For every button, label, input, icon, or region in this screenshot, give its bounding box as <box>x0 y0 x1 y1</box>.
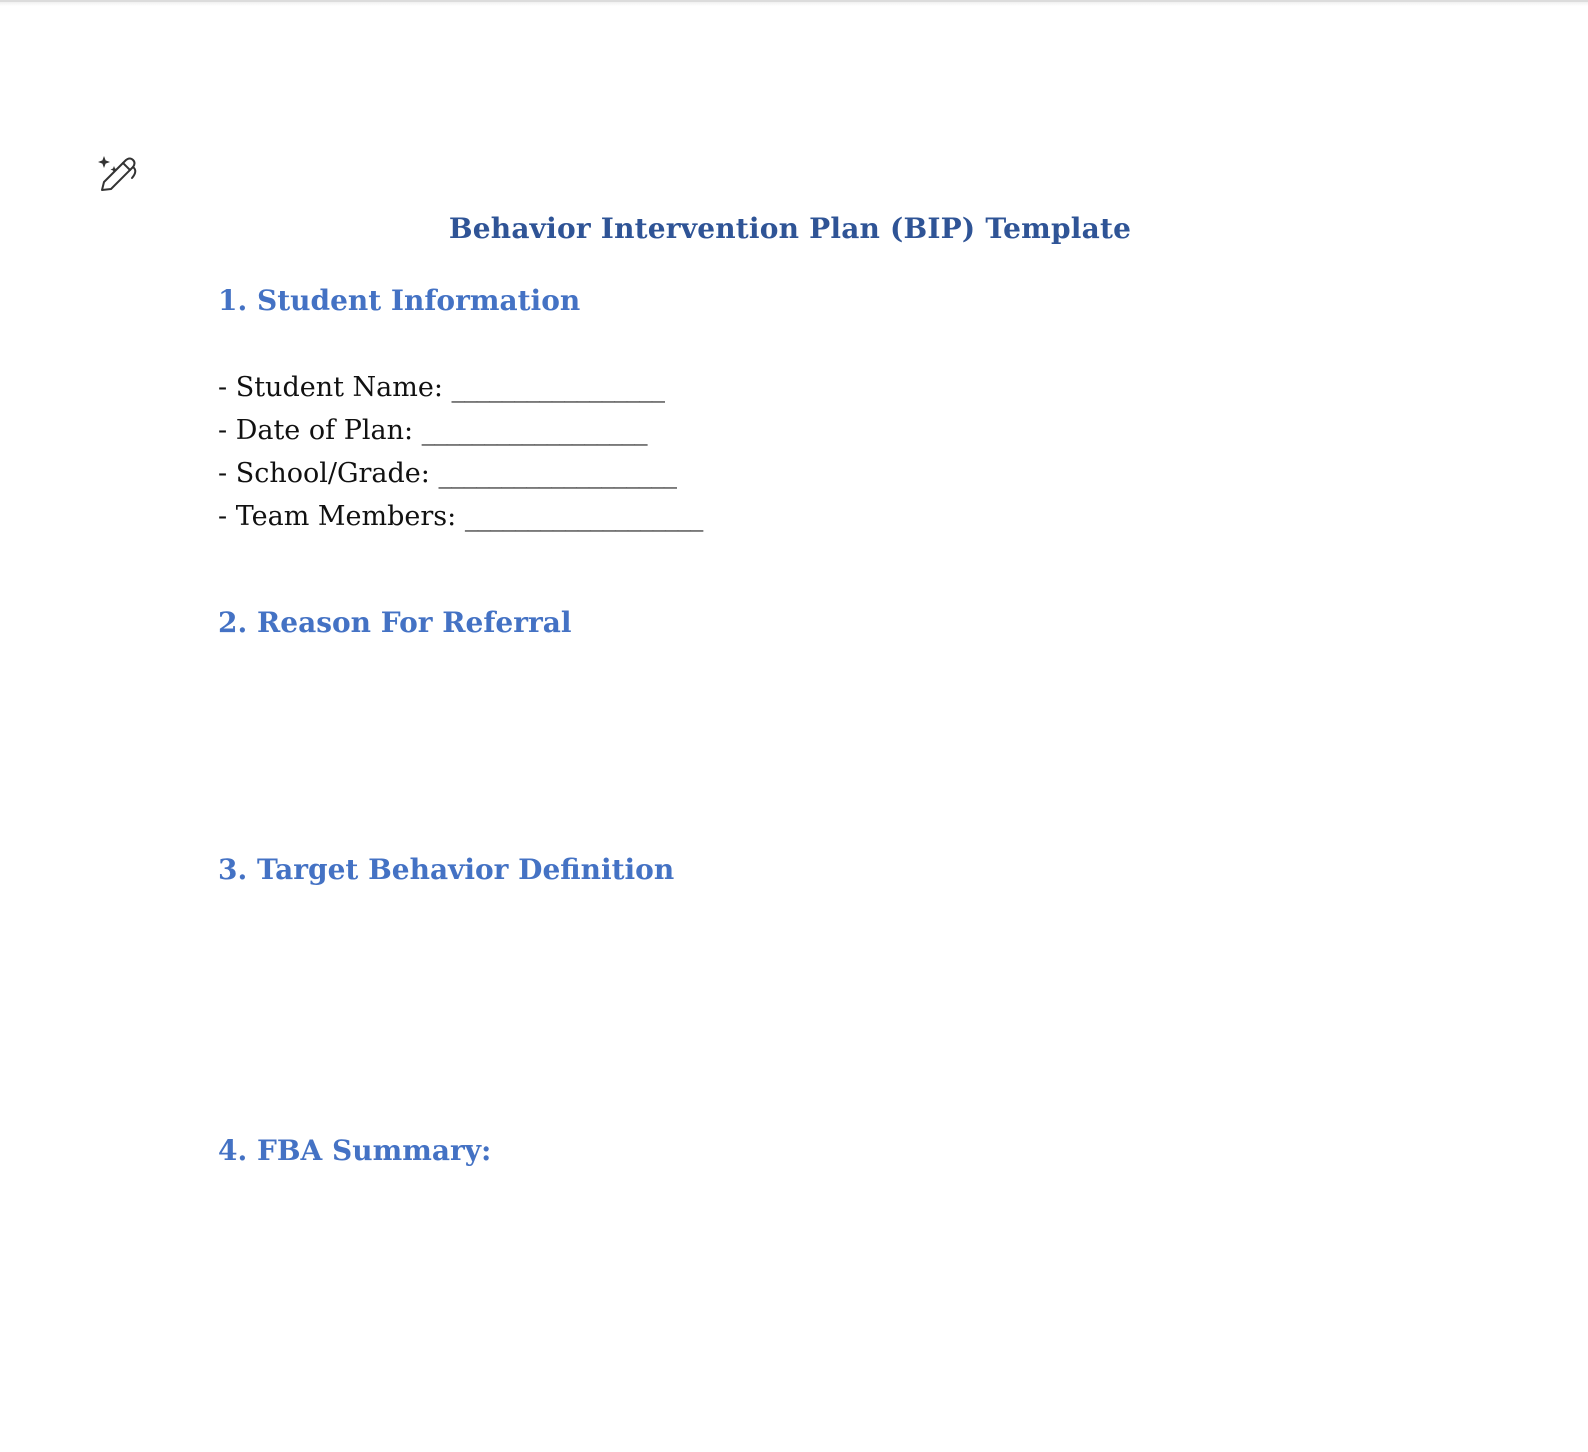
field-blank-school-grade[interactable]: ___________________ <box>438 458 676 489</box>
student-info-fields <box>218 366 702 538</box>
section-heading-reason-for-referral: 2. Reason For Referral <box>218 606 572 639</box>
field-row-date-of-plan[interactable] <box>218 409 702 452</box>
field-label-student-name: - Student Name: <box>218 372 443 403</box>
page-top-shadow <box>0 2 1588 6</box>
field-row-team-members[interactable] <box>218 495 702 538</box>
document-title: Behavior Intervention Plan (BIP) Template <box>448 212 1132 245</box>
field-row-school-grade[interactable] <box>218 452 702 495</box>
field-blank-date-of-plan[interactable]: __________________ <box>421 415 647 446</box>
section-heading-target-behavior-definition: 3. Target Behavior Definition <box>218 853 675 886</box>
field-label-school-grade: - School/Grade: <box>218 458 430 489</box>
field-row-student-name[interactable] <box>218 366 702 409</box>
field-label-team-members: - Team Members: <box>218 501 457 532</box>
field-blank-team-members[interactable]: ___________________ <box>464 501 703 532</box>
field-label-date-of-plan: - Date of Plan: <box>218 415 414 446</box>
section-heading-fba-summary: 4. FBA Summary: <box>218 1134 492 1167</box>
field-blank-student-name[interactable]: _________________ <box>451 372 665 403</box>
section-heading-student-information: 1. Student Information <box>218 284 581 317</box>
copilot-pen-sparkle-icon[interactable] <box>96 152 140 196</box>
